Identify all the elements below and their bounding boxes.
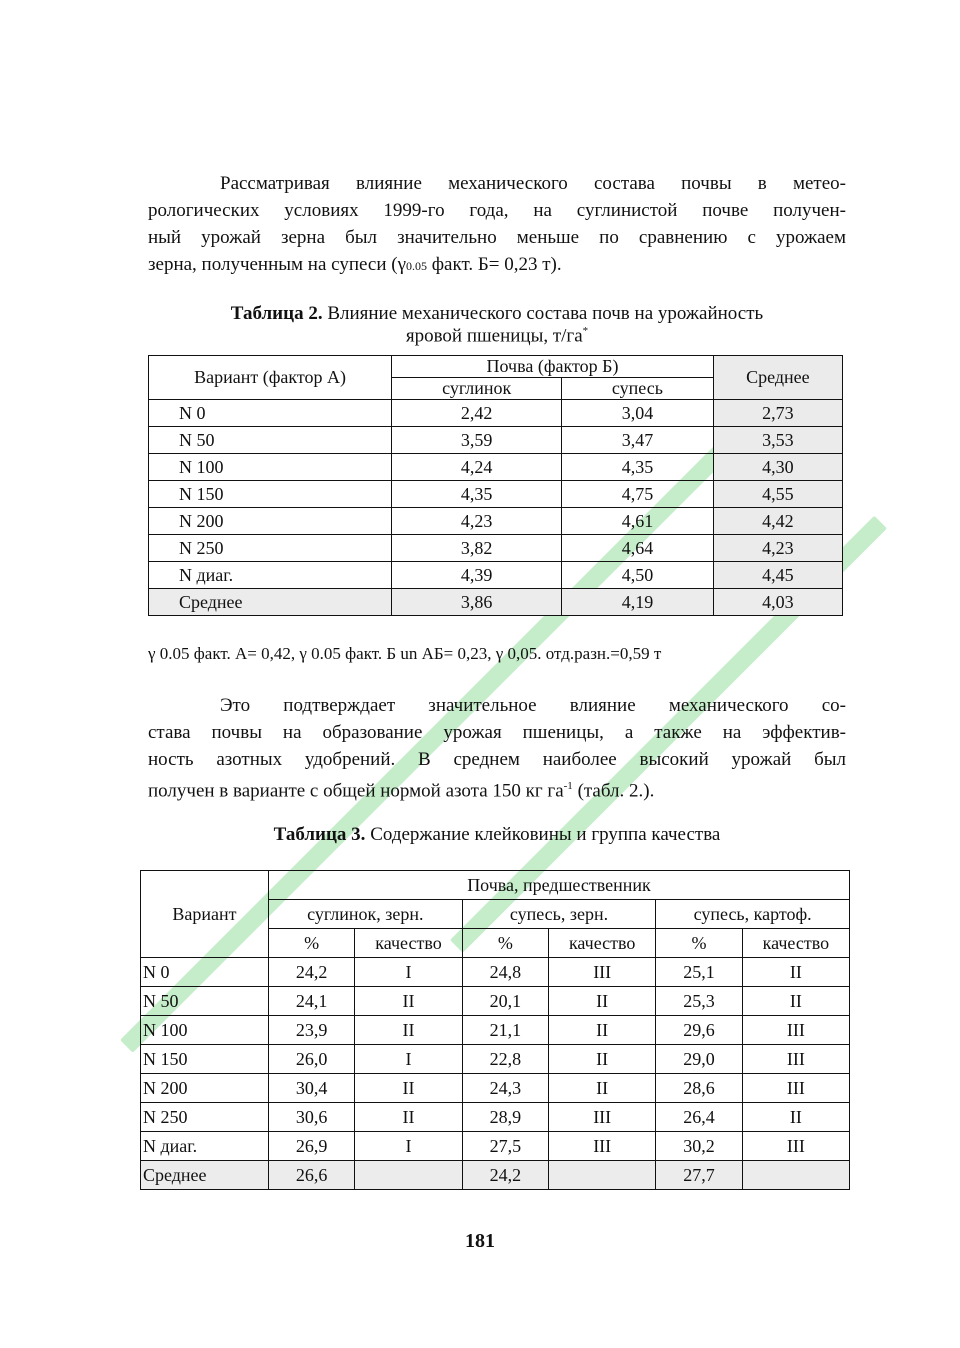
quality-cell: II bbox=[355, 1074, 462, 1103]
variant-header: Вариант bbox=[141, 871, 269, 958]
variant-cell: N 150 bbox=[141, 1045, 269, 1074]
table-row bbox=[141, 987, 850, 1016]
percent-header: % bbox=[268, 929, 354, 958]
percent-cell: 25,3 bbox=[656, 987, 742, 1016]
quality-cell: II bbox=[355, 1103, 462, 1132]
percent-cell: 27,5 bbox=[462, 1132, 548, 1161]
percent-cell: 24,2 bbox=[268, 958, 354, 987]
loam-cell: 4,23 bbox=[392, 508, 562, 535]
quality-cell: II bbox=[549, 987, 656, 1016]
quality-cell: III bbox=[549, 958, 656, 987]
table2-caption-label: Таблица 2. bbox=[230, 303, 323, 324]
loam-cell: 4,35 bbox=[392, 481, 562, 508]
paragraph-line: Это подтверждает значительное влияние механического со- bbox=[220, 695, 846, 716]
percent-header: % bbox=[656, 929, 742, 958]
sandy-cell: 4,64 bbox=[562, 535, 714, 562]
quality-cell: III bbox=[742, 1016, 849, 1045]
table-row bbox=[141, 1132, 850, 1161]
variant-cell: N 100 bbox=[141, 1016, 269, 1045]
table-row bbox=[149, 454, 843, 481]
sandy-cell: 4,50 bbox=[562, 562, 714, 589]
variant-cell: N 0 bbox=[141, 958, 269, 987]
percent-cell: 24,3 bbox=[462, 1074, 548, 1103]
paragraph-line bbox=[148, 251, 846, 280]
percent-header: % bbox=[462, 929, 548, 958]
percent-cell: 26,4 bbox=[656, 1103, 742, 1132]
sandy-cell: 3,04 bbox=[562, 400, 714, 427]
table-row bbox=[149, 400, 843, 427]
mean-header: Среднее bbox=[713, 356, 842, 400]
loam-grain-header: суглинок, зерн. bbox=[268, 900, 462, 929]
quality-cell bbox=[742, 1161, 849, 1190]
text-fragment: факт. Б= 0,23 т). bbox=[426, 254, 562, 275]
paragraph-line: става почвы на образование урожая пшеницы, а также на эффектив- bbox=[148, 722, 846, 743]
quality-header: качество bbox=[549, 929, 656, 958]
table2-caption bbox=[148, 303, 846, 347]
variant-cell: N 100 bbox=[149, 454, 392, 481]
quality-cell: II bbox=[742, 987, 849, 1016]
percent-cell: 21,1 bbox=[462, 1016, 548, 1045]
percent-cell: 28,9 bbox=[462, 1103, 548, 1132]
quality-cell: II bbox=[742, 1103, 849, 1132]
table2 bbox=[148, 355, 843, 616]
quality-cell: III bbox=[549, 1132, 656, 1161]
percent-cell: 27,7 bbox=[656, 1161, 742, 1190]
sandy-cell: 4,61 bbox=[562, 508, 714, 535]
page-number: 181 bbox=[465, 1230, 495, 1252]
mean-cell: 4,23 bbox=[713, 535, 842, 562]
variant-cell: N 250 bbox=[149, 535, 392, 562]
table-row bbox=[141, 1103, 850, 1132]
sandy-grain-header: супесь, зерн. bbox=[462, 900, 656, 929]
sandy-cell: 4,19 bbox=[562, 589, 714, 616]
quality-cell: III bbox=[549, 1103, 656, 1132]
variant-cell: Среднее bbox=[149, 589, 392, 616]
loam-cell: 3,82 bbox=[392, 535, 562, 562]
table-row bbox=[141, 958, 850, 987]
variant-cell: N 200 bbox=[149, 508, 392, 535]
percent-cell: 30,4 bbox=[268, 1074, 354, 1103]
sandy-cell: 4,75 bbox=[562, 481, 714, 508]
percent-cell: 20,1 bbox=[462, 987, 548, 1016]
quality-cell: II bbox=[549, 1045, 656, 1074]
paragraph-line bbox=[148, 773, 846, 804]
quality-cell: III bbox=[742, 1074, 849, 1103]
variant-cell: N 150 bbox=[149, 481, 392, 508]
percent-cell: 28,6 bbox=[656, 1074, 742, 1103]
sandy-cell: 4,35 bbox=[562, 454, 714, 481]
percent-cell: 22,8 bbox=[462, 1045, 548, 1074]
table2-footnote: γ 0.05 факт. А= 0,42, γ 0.05 факт. Б un АБ= 0,23, γ 0,05. отд.разн.=0,59 т bbox=[148, 644, 662, 663]
superscript: -1 bbox=[563, 780, 573, 792]
table3-caption-label: Таблица 3. bbox=[273, 824, 366, 845]
quality-cell: II bbox=[355, 987, 462, 1016]
table3 bbox=[140, 870, 850, 1190]
quality-cell: II bbox=[742, 958, 849, 987]
quality-header: качество bbox=[355, 929, 462, 958]
percent-cell: 24,2 bbox=[462, 1161, 548, 1190]
variant-cell: N 250 bbox=[141, 1103, 269, 1132]
loam-cell: 4,24 bbox=[392, 454, 562, 481]
sandy-header: супесь bbox=[562, 378, 714, 400]
quality-cell: III bbox=[742, 1045, 849, 1074]
paragraph-line: ный урожай зерна был значительно меньше по сравнению с урожаем bbox=[148, 227, 846, 248]
sandy-cell: 3,47 bbox=[562, 427, 714, 454]
table-row bbox=[149, 481, 843, 508]
subscript: 0.05 bbox=[405, 259, 427, 273]
conclusion-paragraph bbox=[148, 692, 846, 804]
text-fragment: зерна, полученным на супеси (γ bbox=[148, 254, 406, 275]
quality-cell: II bbox=[355, 1016, 462, 1045]
table-row-average bbox=[149, 589, 843, 616]
percent-cell: 30,6 bbox=[268, 1103, 354, 1132]
mean-cell: 4,45 bbox=[713, 562, 842, 589]
loam-cell: 3,59 bbox=[392, 427, 562, 454]
mean-cell: 4,55 bbox=[713, 481, 842, 508]
table-row bbox=[141, 1074, 850, 1103]
table3-caption bbox=[148, 824, 846, 846]
percent-cell: 29,6 bbox=[656, 1016, 742, 1045]
variant-cell: N 50 bbox=[141, 987, 269, 1016]
percent-cell: 29,0 bbox=[656, 1045, 742, 1074]
loam-cell: 2,42 bbox=[392, 400, 562, 427]
sandy-potato-header: супесь, картоф. bbox=[656, 900, 850, 929]
variant-cell: N 0 bbox=[149, 400, 392, 427]
text-fragment: получен в варианте с общей нормой азота 150 кг га bbox=[148, 780, 564, 802]
percent-cell: 30,2 bbox=[656, 1132, 742, 1161]
table2-caption-line2: яровой пшеницы, т/га bbox=[405, 325, 583, 347]
percent-cell: 25,1 bbox=[656, 958, 742, 987]
quality-header: качество bbox=[742, 929, 849, 958]
loam-cell: 4,39 bbox=[392, 562, 562, 589]
table-row bbox=[141, 1045, 850, 1074]
paragraph-line: ность азотных удобрений. В среднем наиболее высокий урожай был bbox=[148, 749, 846, 770]
loam-header: суглинок bbox=[392, 378, 562, 400]
table2-caption-text: Влияние механического состава почв на урожайность bbox=[327, 303, 764, 324]
quality-cell bbox=[549, 1161, 656, 1190]
quality-cell: I bbox=[355, 1045, 462, 1074]
mean-cell: 4,30 bbox=[713, 454, 842, 481]
paragraph-line: рологических условиях 1999-го года, на суглинистой почве получен- bbox=[148, 200, 846, 221]
mean-cell: 4,42 bbox=[713, 508, 842, 535]
variant-cell: N диаг. bbox=[149, 562, 392, 589]
variant-cell: Среднее bbox=[141, 1161, 269, 1190]
quality-cell: I bbox=[355, 958, 462, 987]
soil-predecessor-header: Почва, предшественник bbox=[268, 871, 849, 900]
text-fragment: (табл. 2.). bbox=[572, 780, 655, 802]
percent-cell: 26,9 bbox=[268, 1132, 354, 1161]
table-row bbox=[149, 508, 843, 535]
percent-cell: 23,9 bbox=[268, 1016, 354, 1045]
mean-cell: 4,03 bbox=[713, 589, 842, 616]
paragraph-line: Рассматривая влияние механического состава почвы в метео- bbox=[220, 173, 846, 194]
mean-cell: 3,53 bbox=[713, 427, 842, 454]
table-row bbox=[141, 1016, 850, 1045]
quality-cell: II bbox=[549, 1016, 656, 1045]
intro-paragraph bbox=[148, 170, 846, 280]
mean-cell: 2,73 bbox=[713, 400, 842, 427]
table2-caption-mark: * bbox=[582, 325, 589, 337]
variant-cell: N диаг. bbox=[141, 1132, 269, 1161]
percent-cell: 26,0 bbox=[268, 1045, 354, 1074]
table-row bbox=[149, 427, 843, 454]
table-row bbox=[149, 535, 843, 562]
quality-cell: II bbox=[549, 1074, 656, 1103]
variant-cell: N 50 bbox=[149, 427, 392, 454]
table-row bbox=[149, 562, 843, 589]
percent-cell: 24,8 bbox=[462, 958, 548, 987]
quality-cell: III bbox=[742, 1132, 849, 1161]
table3-caption-text: Содержание клейковины и группа качества bbox=[370, 824, 721, 845]
table-row-average bbox=[141, 1161, 850, 1190]
loam-cell: 3,86 bbox=[392, 589, 562, 616]
quality-cell bbox=[355, 1161, 462, 1190]
variant-cell: N 200 bbox=[141, 1074, 269, 1103]
quality-cell: I bbox=[355, 1132, 462, 1161]
soil-header: Почва (фактор Б) bbox=[392, 356, 714, 378]
percent-cell: 24,1 bbox=[268, 987, 354, 1016]
percent-cell: 26,6 bbox=[268, 1161, 354, 1190]
variant-header: Вариант (фактор А) bbox=[149, 356, 392, 400]
